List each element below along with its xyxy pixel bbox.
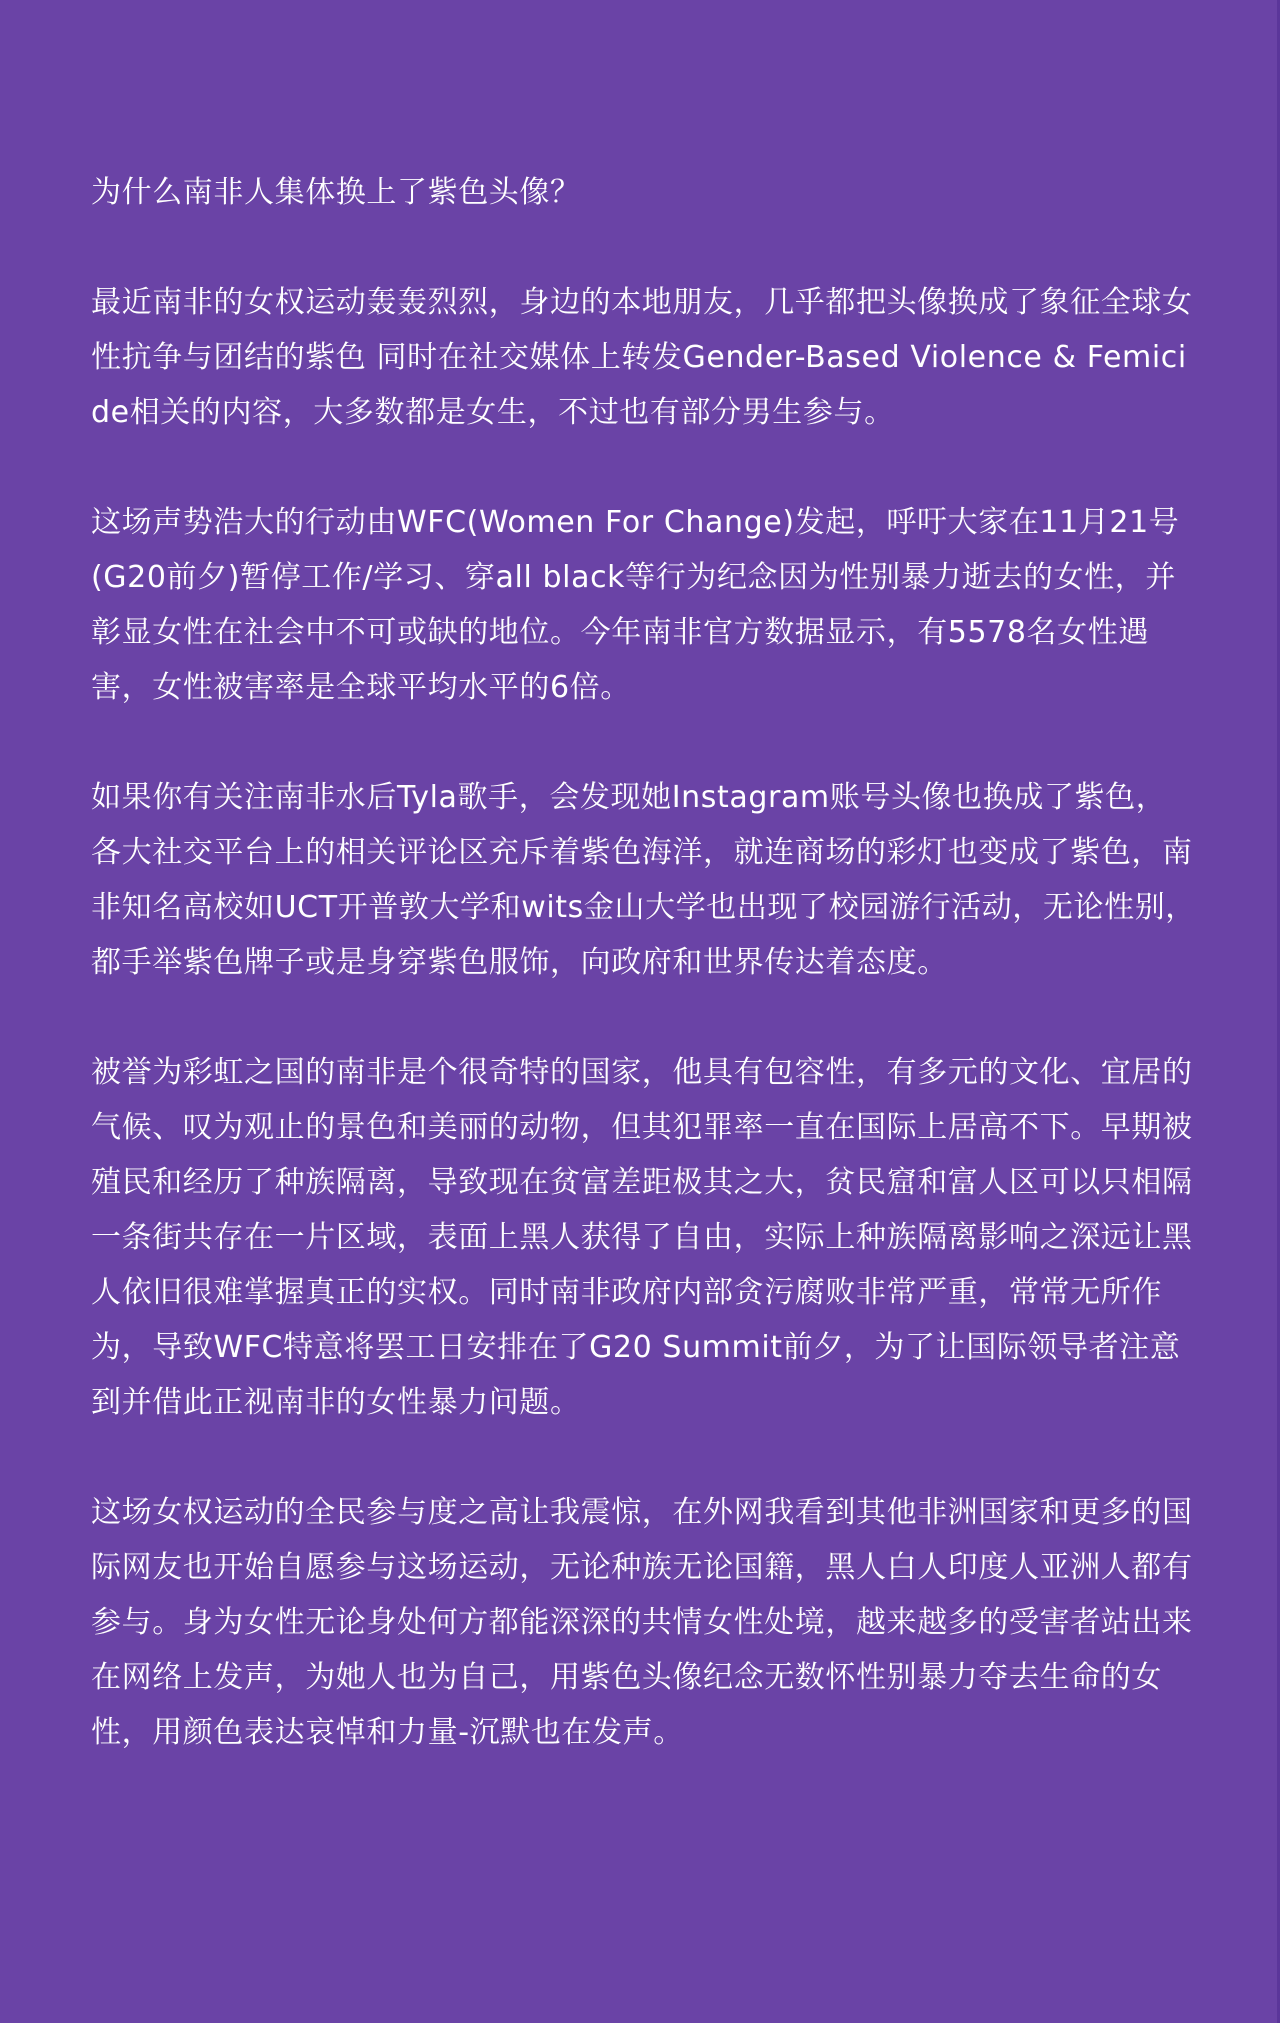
paragraph-5: 这场女权运动的全民参与度之高让我震惊，在外网我看到其他非洲国家和更多的国际网友也开始自愿参与这场运动，无论种族无论国籍，黑人白人印度人亚洲人都有参与。身为女性无论身处何方都能深深的共情女性处境，越来越多的受害者站出来在网络上发声，为她人也为自己，用紫色头像纪念无数怀性别暴力夺去生命的女性，用颜色表达哀悼和力量-沉默也在发声。: [91, 1495, 1193, 1750]
paragraph-4: 被誉为彩虹之国的南非是个很奇特的国家，他具有包容性，有多元的文化、宜居的气候、叹为观止的景色和美丽的动物，但其犯罪率一直在国际上居高不下。早期被殖民和经历了种族隔离，导致现在贫富差距极其之大，贫民窟和富人区可以只相隔一条街共存在一片区域，表面上黑人获得了自由，实际上种族隔离影响之深远让黑人依旧很难掌握真正的实权。同时南非政府内部贪污腐败非常严重，常常无所作为，导致WFC特意将罢工日安排在了G20 Summit前夕，为了让国际领导者注意到并借此正视南非的女性暴力问题。: [91, 1055, 1193, 1420]
paragraph-1: 最近南非的女权运动轰轰烈烈，身边的本地朋友，几乎都把头像换成了象征全球女性抗争与团结的紫色 同时在社交媒体上转发Gender-Based Violence & Femicide相关的内容，大多数都是女生，不过也有部分男生参与。: [91, 285, 1193, 430]
paragraph-2: 这场声势浩大的行动由WFC(Women For Change)发起，呼吁大家在11月21号(G20前夕)暂停工作/学习、穿all black等行为纪念因为性别暴力逝去的女性，并彰显女性在社会中不可或缺的地位。今年南非官方数据显示，有5578名女性遇害，女性被害率是全球平均水平的6倍。: [91, 505, 1180, 705]
paragraph-3: 如果你有关注南非水后Tyla歌手，会发现她Instagram账号头像也换成了紫色，各大社交平台上的相关评论区充斥着紫色海洋，就连商场的彩灯也变成了紫色，南非知名高校如UCT开普敦大学和wits金山大学也出现了校园游行活动，无论性别，都手举紫色牌子或是身穿紫色服饰，向政府和世界传达着态度。: [91, 780, 1196, 980]
article-title: 为什么南非人集体换上了紫色头像？: [91, 175, 581, 210]
article-body: [91, 165, 1196, 1760]
